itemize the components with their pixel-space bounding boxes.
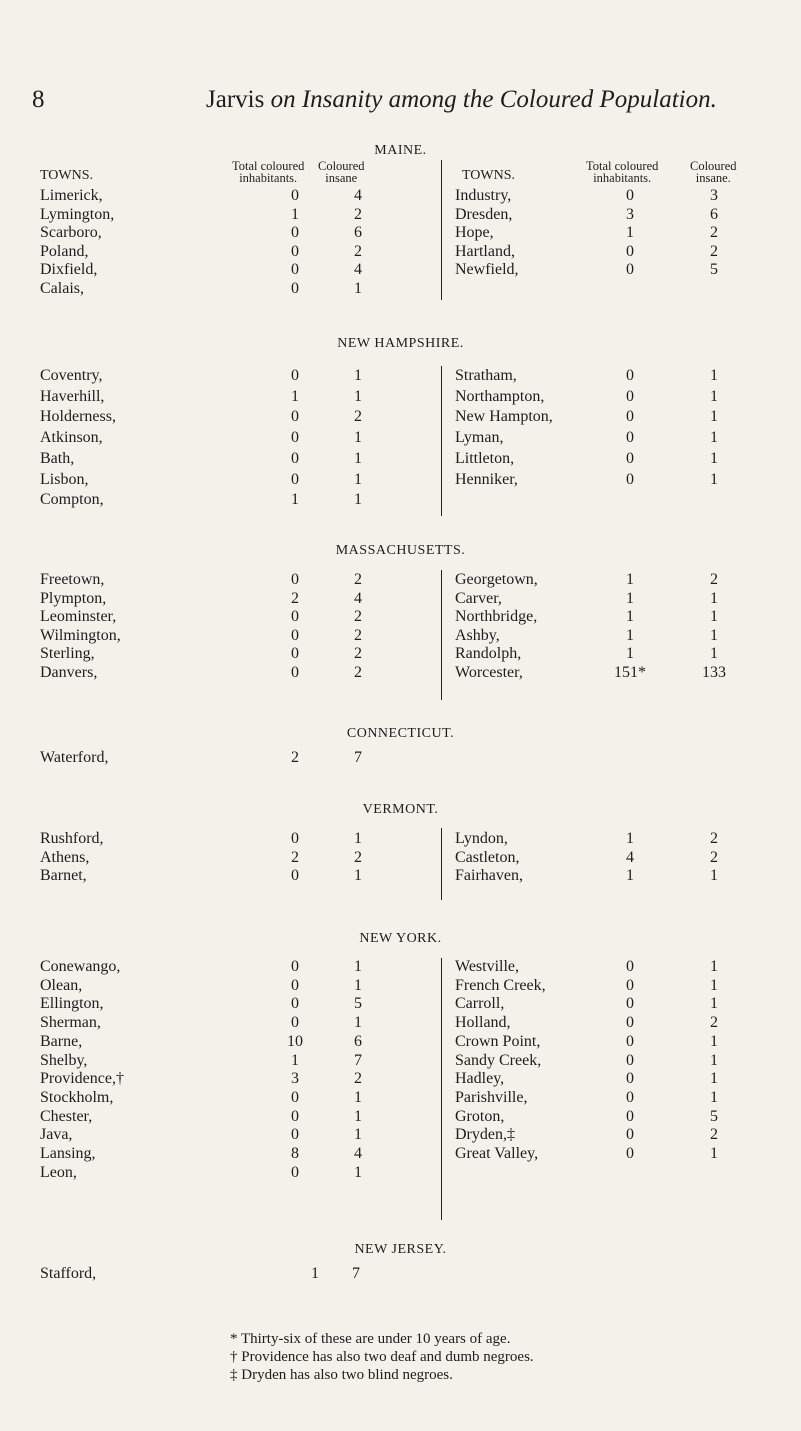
total-coloured: 1 — [626, 608, 634, 626]
coloured-insane: 5 — [710, 1107, 718, 1125]
title-italic: on Insanity among the Coloured Population. — [270, 86, 717, 113]
coloured-insane: 4 — [354, 261, 362, 279]
total-coloured: 2 — [291, 589, 299, 607]
total-coloured: 1 — [291, 491, 299, 509]
coloured-insane: 1 — [710, 1032, 718, 1050]
table-row — [0, 471, 801, 493]
town-name: Lansing, — [40, 1145, 96, 1162]
total-coloured: 3 — [626, 205, 634, 223]
total-coloured: 0 — [291, 367, 299, 384]
total-coloured: 0 — [626, 995, 634, 1013]
total-coloured: 0 — [291, 645, 299, 663]
town-name: Leominster, — [40, 608, 117, 626]
total-coloured: 1 — [626, 830, 634, 847]
town-name: Fairhaven, — [455, 867, 523, 884]
coloured-insane: 7 — [352, 1265, 360, 1282]
footnote: ‡ Dryden has also two blind negroes. — [230, 1367, 453, 1383]
coloured-insane: 6 — [710, 205, 718, 223]
town-name: Chester, — [40, 1107, 93, 1125]
total-coloured: 0 — [626, 1088, 634, 1106]
town-name: Olean, — [40, 976, 83, 994]
town-name: Freetown, — [40, 571, 105, 588]
total-coloured: 151* — [614, 664, 646, 681]
total-coloured: 1 — [626, 571, 634, 588]
total-coloured: 0 — [626, 1032, 634, 1050]
col-header-towns-left: TOWNS. — [40, 168, 94, 183]
town-name: Holderness, — [40, 408, 116, 426]
town-name: Westville, — [455, 958, 520, 975]
town-name: Northampton, — [455, 387, 545, 405]
town-name: Barnet, — [40, 867, 87, 884]
town-name: Holland, — [455, 1014, 511, 1032]
table-row — [0, 429, 801, 451]
town-name: Poland, — [40, 242, 89, 260]
coloured-insane: 1 — [710, 1070, 718, 1088]
section-heading-new-hampshire: NEW HAMPSHIRE. — [337, 336, 464, 351]
coloured-insane: 1 — [354, 491, 362, 509]
total-coloured: 0 — [291, 449, 299, 467]
town-name: Providence,† — [40, 1070, 124, 1088]
coloured-insane: 1 — [710, 1145, 718, 1162]
coloured-insane: 2 — [710, 1126, 718, 1144]
coloured-insane: 2 — [710, 242, 718, 260]
coloured-insane: 1 — [710, 976, 718, 994]
coloured-insane: 3 — [710, 187, 718, 204]
town-name: Atkinson, — [40, 429, 103, 447]
total-coloured: 0 — [291, 830, 299, 847]
total-coloured: 0 — [291, 995, 299, 1013]
total-coloured: 0 — [291, 626, 299, 644]
town-name: Great Valley, — [455, 1145, 539, 1162]
coloured-insane: 4 — [354, 187, 362, 204]
total-coloured: 0 — [291, 1163, 299, 1181]
footnote: † Providence has also two deaf and dumb negroes. — [230, 1349, 534, 1365]
town-name: Stratham, — [455, 367, 517, 384]
coloured-insane: 1 — [710, 589, 718, 607]
total-coloured: 0 — [626, 367, 634, 384]
total-coloured: 0 — [291, 1014, 299, 1032]
total-coloured: 1 — [291, 205, 299, 223]
section-heading-massachusetts: MASSACHUSETTS. — [335, 543, 466, 558]
coloured-insane: 1 — [354, 1126, 362, 1144]
town-name: Northbridge, — [455, 608, 538, 626]
coloured-insane: 2 — [354, 571, 362, 588]
coloured-insane: 2 — [354, 608, 362, 626]
table-row — [0, 1265, 801, 1287]
coloured-insane: 4 — [354, 589, 362, 607]
coloured-insane: 1 — [354, 449, 362, 467]
town-name: Industry, — [455, 187, 512, 204]
total-coloured: 0 — [291, 976, 299, 994]
coloured-insane: 6 — [354, 224, 362, 242]
col-header-insane-right: Coloured insane. — [690, 159, 737, 185]
total-coloured: 0 — [291, 867, 299, 884]
table-row — [0, 280, 801, 302]
town-name: Limerick, — [40, 187, 103, 204]
town-name: Calais, — [40, 280, 84, 297]
town-name: Lyman, — [455, 429, 504, 447]
total-coloured: 1 — [626, 589, 634, 607]
town-name: Worcester, — [455, 664, 523, 681]
town-name: Stockholm, — [40, 1088, 114, 1106]
coloured-insane: 1 — [710, 608, 718, 626]
coloured-insane: 1 — [710, 387, 718, 405]
town-name: Hartland, — [455, 242, 515, 260]
coloured-insane: 2 — [710, 1014, 718, 1032]
coloured-insane: 2 — [710, 571, 718, 588]
total-coloured: 10 — [287, 1032, 303, 1050]
town-name: Stafford, — [40, 1265, 97, 1282]
coloured-insane: 1 — [354, 1088, 362, 1106]
town-name: Java, — [40, 1126, 73, 1144]
page-number: 8 — [32, 86, 45, 113]
coloured-insane: 1 — [354, 976, 362, 994]
section-heading-new-york: NEW YORK. — [359, 931, 442, 946]
town-name: Compton, — [40, 491, 104, 509]
coloured-insane: 2 — [710, 830, 718, 847]
town-name: Leon, — [40, 1163, 77, 1181]
town-name: Lisbon, — [40, 470, 89, 488]
coloured-insane: 2 — [354, 848, 362, 866]
town-name: Wilmington, — [40, 626, 121, 644]
total-coloured: 0 — [291, 664, 299, 681]
coloured-insane: 1 — [710, 367, 718, 384]
town-name: Dixfield, — [40, 261, 98, 279]
total-coloured: 0 — [291, 280, 299, 297]
total-coloured: 0 — [626, 470, 634, 488]
total-coloured: 8 — [291, 1145, 299, 1162]
total-coloured: 0 — [291, 470, 299, 488]
total-coloured: 0 — [626, 1126, 634, 1144]
table-row — [0, 749, 801, 771]
col-header-insane-left: Coloured insane — [318, 159, 365, 185]
town-name: Hadley, — [455, 1070, 505, 1088]
total-coloured: 4 — [626, 848, 634, 866]
total-coloured: 1 — [291, 1051, 299, 1069]
coloured-insane: 1 — [354, 1163, 362, 1181]
total-coloured: 1 — [311, 1265, 319, 1282]
table-row — [0, 491, 801, 513]
town-name: Littleton, — [455, 449, 515, 467]
town-name: Ashby, — [455, 626, 500, 644]
total-coloured: 0 — [626, 387, 634, 405]
town-name: Newfield, — [455, 261, 519, 279]
total-coloured: 0 — [626, 1070, 634, 1088]
town-name: Lyndon, — [455, 830, 508, 847]
total-coloured: 0 — [626, 187, 634, 204]
coloured-insane: 1 — [710, 958, 718, 975]
table-row — [0, 367, 801, 389]
total-coloured: 0 — [291, 1088, 299, 1106]
coloured-insane: 2 — [710, 848, 718, 866]
total-coloured: 2 — [291, 749, 299, 766]
coloured-insane: 1 — [710, 449, 718, 467]
town-name: Plympton, — [40, 589, 107, 607]
total-coloured: 0 — [626, 242, 634, 260]
col-header-total-right: Total coloured inhabitants. — [586, 159, 659, 185]
town-name: Dryden,‡ — [455, 1126, 515, 1144]
coloured-insane: 1 — [354, 958, 362, 975]
town-name: Randolph, — [455, 645, 522, 663]
coloured-insane: 1 — [710, 1088, 718, 1106]
total-coloured: 0 — [291, 429, 299, 447]
town-name: Lymington, — [40, 205, 115, 223]
town-name: Scarboro, — [40, 224, 102, 242]
coloured-insane: 1 — [710, 995, 718, 1013]
town-name: Carver, — [455, 589, 502, 607]
total-coloured: 1 — [626, 224, 634, 242]
total-coloured: 0 — [291, 571, 299, 588]
total-coloured: 0 — [626, 429, 634, 447]
coloured-insane: 2 — [354, 664, 362, 681]
table-row — [0, 450, 801, 472]
coloured-insane: 1 — [354, 867, 362, 884]
total-coloured: 0 — [626, 408, 634, 426]
table-row — [0, 867, 801, 889]
total-coloured: 0 — [291, 608, 299, 626]
coloured-insane: 1 — [710, 470, 718, 488]
town-name: Parishville, — [455, 1088, 528, 1106]
coloured-insane: 2 — [354, 1070, 362, 1088]
coloured-insane: 1 — [710, 645, 718, 663]
coloured-insane: 1 — [354, 1014, 362, 1032]
total-coloured: 0 — [291, 187, 299, 204]
coloured-insane: 5 — [710, 261, 718, 279]
total-coloured: 1 — [626, 867, 634, 884]
total-coloured: 0 — [291, 242, 299, 260]
town-name: French Creek, — [455, 976, 546, 994]
total-coloured: 1 — [291, 387, 299, 405]
total-coloured: 0 — [291, 1126, 299, 1144]
total-coloured: 0 — [626, 1014, 634, 1032]
table-row — [0, 1164, 801, 1186]
coloured-insane: 2 — [354, 645, 362, 663]
total-coloured: 2 — [291, 848, 299, 866]
total-coloured: 0 — [626, 1107, 634, 1125]
coloured-insane: 1 — [710, 1051, 718, 1069]
town-name: Groton, — [455, 1107, 505, 1125]
town-name: Conewango, — [40, 958, 121, 975]
town-name: Henniker, — [455, 470, 518, 488]
coloured-insane: 2 — [354, 242, 362, 260]
coloured-insane: 1 — [710, 626, 718, 644]
running-title — [206, 86, 717, 114]
town-name: Shelby, — [40, 1051, 88, 1069]
coloured-insane: 7 — [354, 1051, 362, 1069]
coloured-insane: 2 — [710, 224, 718, 242]
total-coloured: 0 — [626, 958, 634, 975]
town-name: Georgetown, — [455, 571, 538, 588]
total-coloured: 0 — [626, 1051, 634, 1069]
town-name: Haverhill, — [40, 387, 105, 405]
total-coloured: 0 — [626, 261, 634, 279]
town-name: New Hampton, — [455, 408, 553, 426]
author-name: Jarvis — [206, 86, 265, 113]
town-name: Ellington, — [40, 995, 104, 1013]
coloured-insane: 1 — [710, 429, 718, 447]
town-name: Coventry, — [40, 367, 103, 384]
town-name: Hope, — [455, 224, 494, 242]
coloured-insane: 1 — [354, 1107, 362, 1125]
town-name: Barne, — [40, 1032, 83, 1050]
town-name: Dresden, — [455, 205, 513, 223]
total-coloured: 0 — [626, 1145, 634, 1162]
coloured-insane: 1 — [354, 387, 362, 405]
total-coloured: 0 — [291, 958, 299, 975]
coloured-insane: 1 — [354, 367, 362, 384]
town-name: Sterling, — [40, 645, 95, 663]
total-coloured: 0 — [626, 976, 634, 994]
town-name: Danvers, — [40, 664, 98, 681]
col-header-total-left: Total coloured inhabitants. — [232, 159, 305, 185]
running-header — [0, 86, 801, 126]
table-row — [0, 664, 801, 686]
coloured-insane: 1 — [710, 867, 718, 884]
section-heading-connecticut: CONNECTICUT. — [346, 726, 455, 741]
section-heading-maine: MAINE. — [374, 143, 427, 158]
total-coloured: 1 — [626, 626, 634, 644]
coloured-insane: 1 — [354, 429, 362, 447]
table-row — [0, 388, 801, 410]
total-coloured: 3 — [291, 1070, 299, 1088]
coloured-insane: 2 — [354, 626, 362, 644]
coloured-insane: 6 — [354, 1032, 362, 1050]
town-name: Sherman, — [40, 1014, 101, 1032]
coloured-insane: 133 — [702, 664, 726, 681]
town-name: Bath, — [40, 449, 75, 467]
col-header-towns-right: TOWNS. — [462, 168, 516, 183]
town-name: Carroll, — [455, 995, 505, 1013]
coloured-insane: 1 — [354, 470, 362, 488]
coloured-insane: 2 — [354, 408, 362, 426]
total-coloured: 1 — [626, 645, 634, 663]
town-name: Sandy Creek, — [455, 1051, 542, 1069]
coloured-insane: 1 — [354, 280, 362, 297]
table-row — [0, 408, 801, 430]
footnote: * Thirty-six of these are under 10 years of age. — [230, 1331, 511, 1347]
total-coloured: 0 — [291, 408, 299, 426]
town-name: Athens, — [40, 848, 90, 866]
coloured-insane: 5 — [354, 995, 362, 1013]
section-heading-vermont: VERMONT. — [362, 802, 439, 817]
town-name: Waterford, — [40, 749, 109, 766]
coloured-insane: 4 — [354, 1145, 362, 1162]
town-name: Crown Point, — [455, 1032, 541, 1050]
coloured-insane: 1 — [354, 830, 362, 847]
town-name: Castleton, — [455, 848, 520, 866]
section-heading-new-jersey: NEW JERSEY. — [354, 1242, 447, 1257]
total-coloured: 0 — [626, 449, 634, 467]
total-coloured: 0 — [291, 261, 299, 279]
town-name: Rushford, — [40, 830, 104, 847]
total-coloured: 0 — [291, 1107, 299, 1125]
coloured-insane: 1 — [710, 408, 718, 426]
total-coloured: 0 — [291, 224, 299, 242]
coloured-insane: 2 — [354, 205, 362, 223]
coloured-insane: 7 — [354, 749, 362, 766]
